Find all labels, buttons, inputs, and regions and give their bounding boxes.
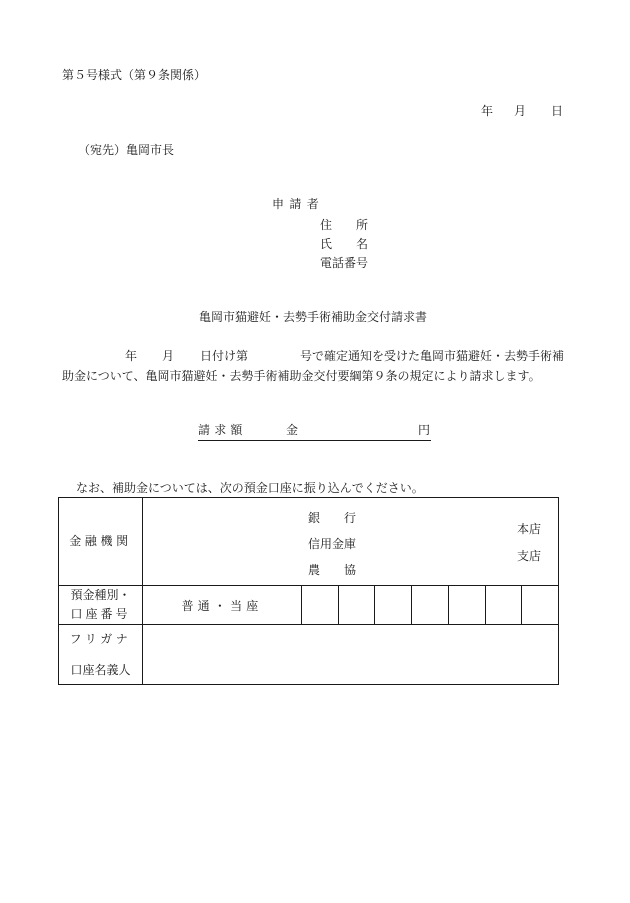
applicant-label: 申請者 — [272, 197, 325, 211]
applicant-name-label: 氏 名 — [320, 237, 369, 251]
body-month: 月 — [162, 349, 175, 363]
account-digit-4[interactable] — [412, 586, 449, 624]
account-cell — [143, 586, 559, 625]
account-row — [59, 586, 559, 625]
claim-suffix: 円 — [418, 423, 431, 437]
furigana-label: フリガナ — [69, 631, 132, 646]
date-month-label: 月 — [514, 104, 527, 118]
applicant-address-label: 住 所 — [320, 218, 369, 232]
main-branch-label: 本店 — [517, 522, 542, 536]
date-year-label: 年 — [481, 104, 494, 118]
claim-label: 請求額 — [198, 423, 247, 437]
account-digit-6[interactable] — [486, 586, 523, 624]
body-year: 年 — [125, 349, 138, 363]
addressee: （宛先）亀岡市長 — [78, 143, 175, 157]
institution-row — [59, 498, 559, 586]
note: なお、補助金については、次の預金口座に振り込んでください。 — [76, 481, 424, 495]
branch-label: 支店 — [517, 549, 542, 563]
institution-label: 金融機関 — [59, 498, 143, 586]
account-digit-3[interactable] — [375, 586, 412, 624]
account-digit-5[interactable] — [449, 586, 486, 624]
holder-row — [59, 625, 559, 685]
bank-account-table — [58, 497, 559, 685]
institution-cell[interactable] — [143, 498, 559, 586]
account-label — [59, 586, 143, 625]
claim-prefix: 金 — [286, 423, 299, 437]
account-label-line1: 預金種別・ — [70, 588, 131, 602]
applicant-phone-label: 電話番号 — [320, 256, 369, 270]
body-line1-rest: 号で確定通知を受けた亀岡市猫避妊・去勢手術補 — [300, 349, 565, 363]
body-dated-no: 日付け第 — [200, 349, 249, 363]
account-digit-1[interactable] — [302, 586, 339, 624]
shinkin-label: 信用金庫 — [308, 537, 357, 551]
account-holder-label: 口座名義人 — [70, 662, 131, 677]
date-day-label: 日 — [551, 104, 564, 118]
account-digit-2[interactable] — [339, 586, 376, 624]
bank-label: 銀 行 — [308, 511, 357, 525]
nokyo-label: 農 協 — [308, 563, 357, 577]
holder-label — [59, 625, 143, 685]
account-digit-7[interactable] — [522, 586, 558, 624]
form-number: 第５号様式（第９条関係） — [62, 68, 207, 82]
document-title: 亀岡市猫避妊・去勢手術補助金交付請求書 — [199, 310, 428, 324]
body-line2: 助金について、亀岡市猫避妊・去勢手術補助金交付要綱第９条の規定により請求します。 — [62, 369, 541, 383]
account-type[interactable]: 普通・当座 — [143, 586, 302, 624]
claim-line — [198, 424, 431, 441]
account-label-line2: 口座番号 — [70, 607, 131, 622]
holder-cell[interactable] — [143, 625, 559, 685]
